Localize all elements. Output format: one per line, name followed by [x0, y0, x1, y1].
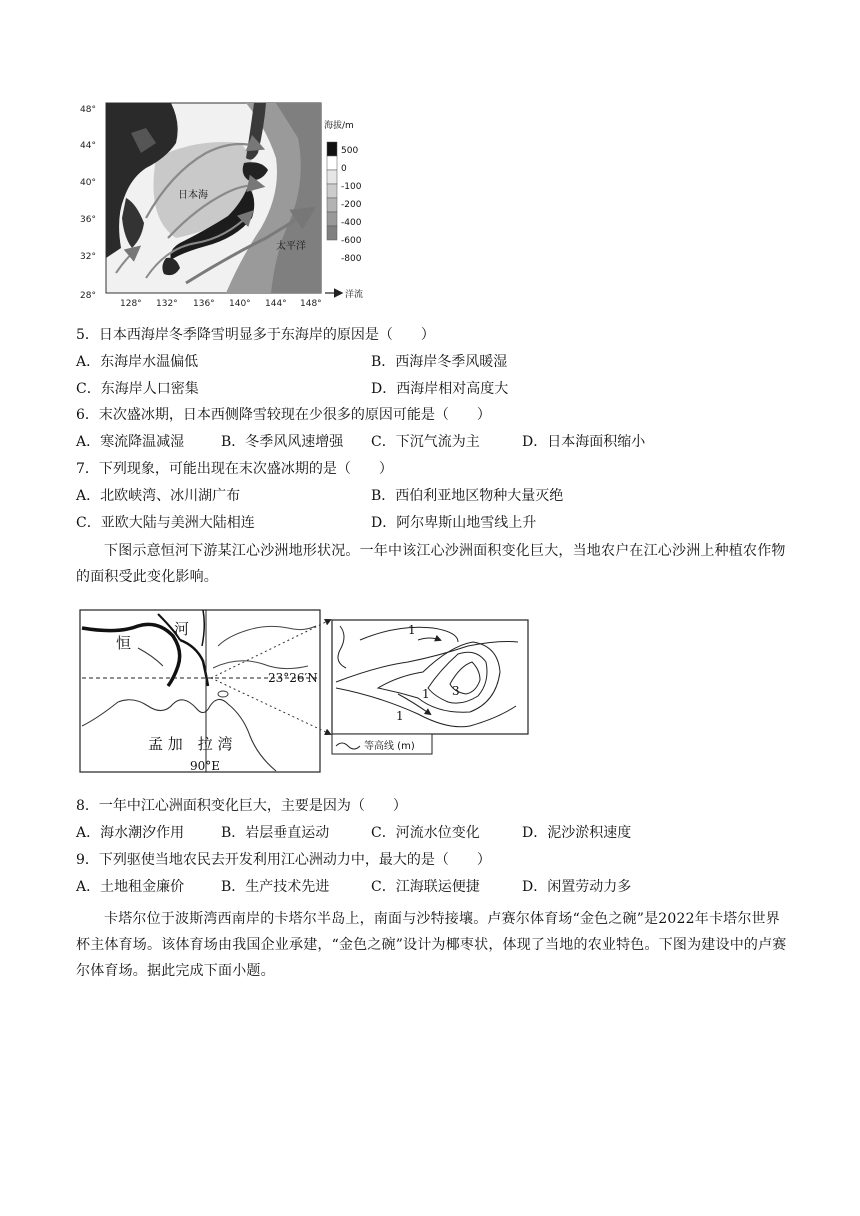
- lat-tick: 44°: [80, 141, 96, 151]
- contour-label: 1: [408, 623, 416, 637]
- lat-tick: 32°: [80, 252, 96, 262]
- question-8-stem: 8．一年中江心洲面积变化巨大，主要是因为（ ）: [76, 798, 407, 814]
- legend-title: 海拔/m: [324, 121, 354, 131]
- question-7-option-b: B．西伯利亚地区物种大量灭绝: [371, 488, 564, 504]
- question-6-option-a: A．寒流降温减湿: [76, 434, 185, 450]
- question-6-stem: 6．末次盛冰期，日本西侧降雪较现在少很多的原因可能是（ ）: [76, 407, 491, 423]
- question-6-option-b: B．冬季风风速增强: [221, 434, 344, 450]
- lat-tick: 28°: [80, 291, 96, 301]
- question-8-option-a: A．海水潮汐作用: [76, 825, 185, 841]
- legend-value: -200: [341, 200, 362, 210]
- question-7-option-a: A．北欧峡湾、冰川湖广布: [76, 488, 241, 504]
- latitude-label: 23°26′N: [268, 671, 318, 685]
- question-6-option-c: C．下沉气流为主: [371, 434, 480, 450]
- contour-label: 1: [396, 709, 404, 723]
- question-9-option-b: B．生产技术先进: [221, 879, 330, 895]
- ocean-label: 太平洋: [276, 241, 306, 252]
- question-5-option-a: A．东海岸水温偏低: [76, 354, 199, 370]
- contour-label: 1: [422, 687, 430, 701]
- lon-tick: 144°: [265, 299, 287, 308]
- lat-ticks: [80, 105, 96, 301]
- question-8-option-d: D．泥沙淤积速度: [522, 825, 632, 841]
- lat-tick: 48°: [80, 105, 96, 115]
- lon-tick: 140°: [229, 299, 251, 308]
- sandbar-inset-frame: [332, 620, 528, 734]
- elevation-legend: [327, 142, 337, 240]
- legend-value: -100: [341, 182, 362, 192]
- question-8-option-b: B．岩层垂直运动: [221, 825, 330, 841]
- question-5-stem: 5．日本西海岸冬季降雪明显多于东海岸的原因是（ ）: [76, 327, 435, 343]
- legend-value: -400: [341, 218, 362, 228]
- question-9-stem: 9．下列驱使当地农民去开发利用江心洲动力中，最大的是（ ）: [76, 852, 491, 868]
- question-7-option-c: C．亚欧大陆与美洲大陆相连: [76, 515, 255, 531]
- legend-value: -800: [341, 254, 362, 264]
- lon-tick: 128°: [120, 299, 142, 308]
- legend-value: -600: [341, 236, 362, 246]
- lon-tick: 148°: [300, 299, 322, 308]
- japan-sea-map: [76, 98, 366, 308]
- question-9-option-d: D．闲置劳动力多: [522, 879, 632, 895]
- question-7-stem: 7．下列现象，可能出现在末次盛冰期的是（ ）: [76, 461, 393, 477]
- legend-value: 500: [341, 146, 359, 156]
- longitude-label: 90°E: [190, 759, 221, 773]
- contour-legend-label: 等高线 (m): [364, 741, 415, 752]
- passage-qatar: 卡塔尔位于波斯湾西南岸的卡塔尔半岛上，南面与沙特接壤。卢赛尔体育场“金色之碗”是2022年卡塔尔世界杯主体育场。该体育场由我国企业承建，“金色之碗”设计为椰枣状，体现了当地的农业特色。下图为建设中的卢赛尔体育场。据此完成下面小题。: [76, 911, 787, 979]
- lon-tick: 132°: [156, 299, 178, 308]
- legend-value: 0: [341, 164, 347, 174]
- question-6-option-d: D．日本海面积缩小: [522, 434, 646, 450]
- current-legend-label: 洋流: [345, 290, 364, 300]
- lon-tick: 136°: [193, 299, 215, 308]
- lat-tick: 36°: [80, 215, 96, 225]
- question-5-option-d: D．西海岸相对高度大: [371, 381, 509, 397]
- river-label-2: 河: [174, 620, 190, 638]
- contour-label: 3: [452, 684, 460, 698]
- question-8-option-c: C．河流水位变化: [371, 825, 480, 841]
- river-label-1: 恒: [116, 634, 132, 652]
- passage-ganges: 下图示意恒河下游某江心沙洲地形状况。一年中该江心沙洲面积变化巨大，当地农户在江心沙洲上种植农作物的面积受此变化影响。: [76, 543, 786, 585]
- bay-label: 孟 加 拉 湾: [148, 735, 233, 753]
- question-7-option-d: D．阿尔卑斯山地雪线上升: [371, 515, 537, 531]
- sea-label: 日本海: [178, 190, 208, 201]
- ganges-sandbar-map: [78, 606, 532, 776]
- lat-tick: 40°: [80, 178, 96, 188]
- question-9-option-c: C．江海联运便捷: [371, 879, 480, 895]
- lon-ticks: [120, 299, 322, 308]
- question-9-option-a: A．土地租金廉价: [76, 879, 185, 895]
- question-5-option-b: B．西海岸冬季风暖湿: [371, 354, 508, 370]
- question-5-option-c: C．东海岸人口密集: [76, 381, 199, 397]
